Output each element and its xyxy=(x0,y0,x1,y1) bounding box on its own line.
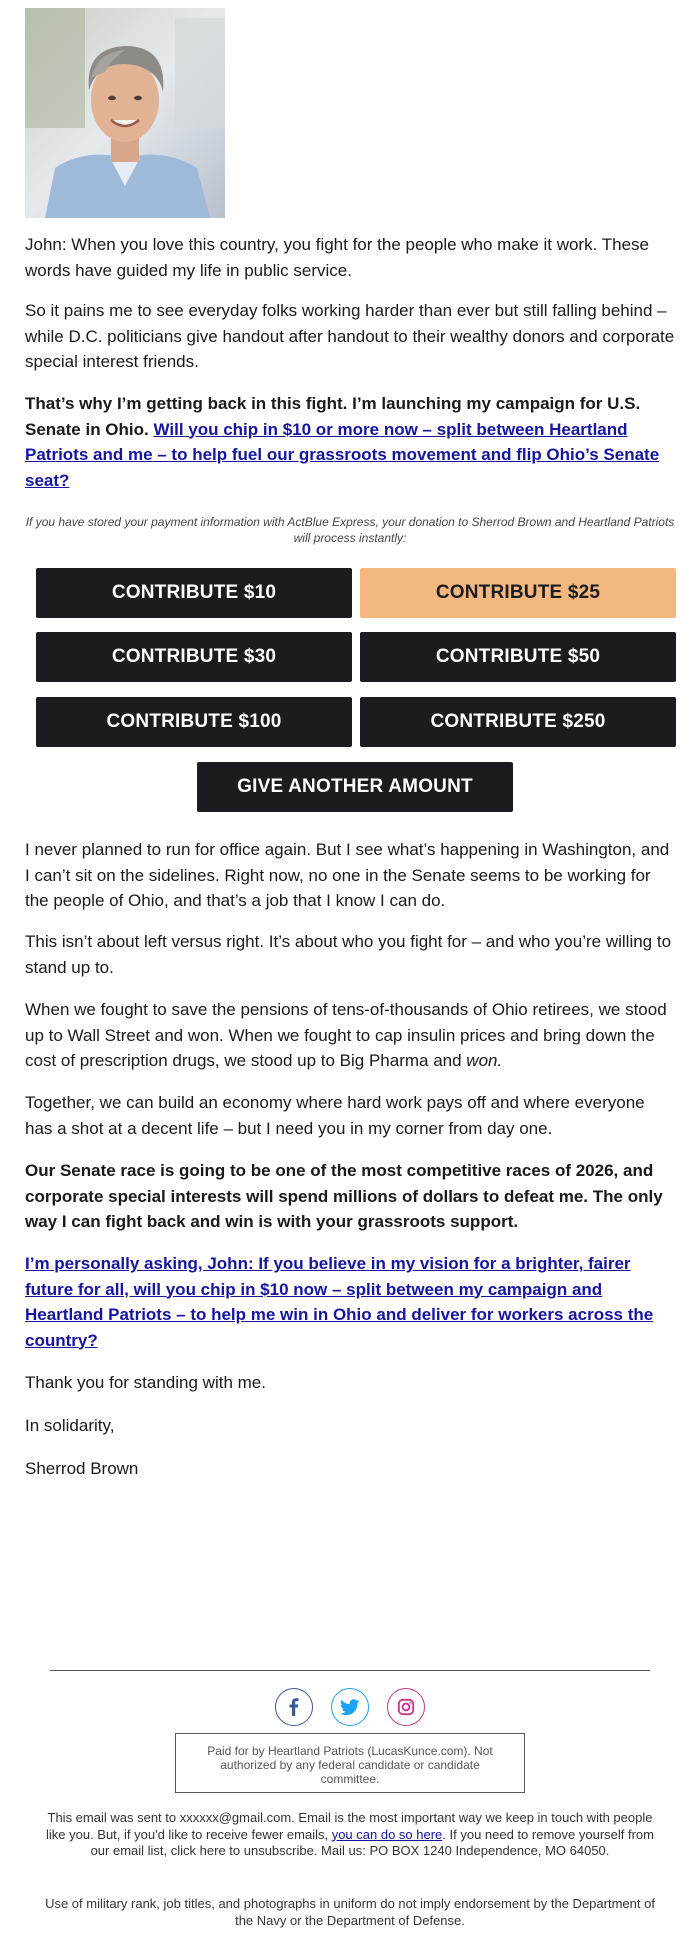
signature-text: Sherrod Brown xyxy=(25,1459,139,1478)
body-paragraph-4: Together, we can build an economy where hard work pays off and where everyone has a shot at a decent life – but I need you in my corner from day one. xyxy=(25,1093,645,1138)
personal-ask-link[interactable]: I’m personally asking, John: If you believe in my vision for a brighter, fairer future for all, will you chip in $10 now – split between my campaign and Heartland Patriots – to help me win in Ohio and deliver for workers across the country? xyxy=(25,1254,654,1350)
fewer-emails-link[interactable]: you can do so here xyxy=(331,1826,443,1842)
email-info-text: . Email is the most important way we keep in touch with people like you. But, if you'd like to receive fewer emails, xyxy=(45,1810,653,1842)
launch-announcement: That’s why I’m getting back in this fight. I’m launching my campaign for U.S. Senate in Ohio. xyxy=(25,394,641,439)
contribute-50-button[interactable]: CONTRIBUTE $50 xyxy=(360,632,676,682)
footer-email-info xyxy=(45,1810,655,1860)
military-disclaimer: Use of military rank, job titles, and photographs in uniform do not imply endorsement by the Department of the Navy or the Department of Defense. xyxy=(45,1896,655,1928)
contribute-10-button[interactable]: CONTRIBUTE $10 xyxy=(36,568,352,618)
pensions-text: When we fought to save the pensions of tens-of-thousands of Ohio retirees, we stood up to Wall Street and won. When we fought to cap insulin prices and bring down the cost of prescription drugs, we stood up to Big Pharma and xyxy=(25,1000,667,1070)
candidate-photo xyxy=(25,8,225,218)
thank-you-text: Thank you for standing with me. xyxy=(25,1373,266,1392)
footer-divider xyxy=(50,1670,650,1671)
personal-ask-paragraph xyxy=(25,1251,675,1353)
instagram-icon[interactable] xyxy=(387,1688,425,1726)
body-paragraph-2: This isn’t about left versus right. It’s about who you fight for – and who you’re willing to stand up to. xyxy=(25,932,672,977)
paid-for-disclaimer: Paid for by Heartland Patriots (LucasKunce.com). Not authorized by any federal candidate or candidate committee. xyxy=(175,1733,525,1793)
contribute-25-button[interactable]: CONTRIBUTE $25 xyxy=(360,568,676,618)
contribute-250-button[interactable]: CONTRIBUTE $250 xyxy=(360,697,676,747)
chip-in-link[interactable]: Will you chip in $10 or more now – split between Heartland Patriots and me – to help fuel our grassroots movement and flip Ohio’s Senate seat? xyxy=(25,419,660,490)
intro-paragraph-3 xyxy=(25,391,675,493)
body-paragraph-5: Our Senate race is going to be one of the most competitive races of 2026, and corporate special interests will spend millions of dollars to defeat me. The only way I can fight back and win is with your grassroots support. xyxy=(25,1161,663,1231)
give-another-amount-button[interactable]: GIVE ANOTHER AMOUNT xyxy=(197,762,513,812)
won-emphasis: won. xyxy=(466,1051,503,1070)
sent-to-text: This email was sent to xyxy=(47,1810,180,1825)
unsubscribe-text: . If you need to remove yourself from our email list, click here to unsubscribe. Mail us: PO BOX 1240 Independence, MO 64050. xyxy=(90,1826,654,1858)
twitter-icon[interactable] xyxy=(331,1688,369,1726)
actblue-express-note: If you have stored your payment information with ActBlue Express, your donation to Sherrod Brown and Heartland Patriots will process instantly: xyxy=(25,515,675,545)
intro-paragraph-2: So it pains me to see everyday folks working harder than ever but still falling behind – while D.C. politicians give handout after handout to their wealthy donors and corporate special interest friends. xyxy=(25,301,675,371)
portrait-image xyxy=(25,8,225,218)
body-paragraph-1: I never planned to run for office again. But I see what’s happening in Washington, and I can’t sit on the sidelines. Right now, no one in the Senate seems to be working for the people of Ohio, and that’s a job that I know I can do. xyxy=(25,840,670,910)
body-paragraph-3 xyxy=(25,997,675,1074)
facebook-icon[interactable] xyxy=(275,1688,313,1726)
contribute-30-button[interactable]: CONTRIBUTE $30 xyxy=(36,632,352,682)
contribute-100-button[interactable]: CONTRIBUTE $100 xyxy=(36,697,352,747)
recipient-email: xxxxxx@gmail.com xyxy=(179,1810,292,1825)
signoff-text: In solidarity, xyxy=(25,1416,115,1435)
intro-paragraph-1: John: When you love this country, you fight for the people who make it work. These words have guided my life in public service. xyxy=(25,235,649,280)
